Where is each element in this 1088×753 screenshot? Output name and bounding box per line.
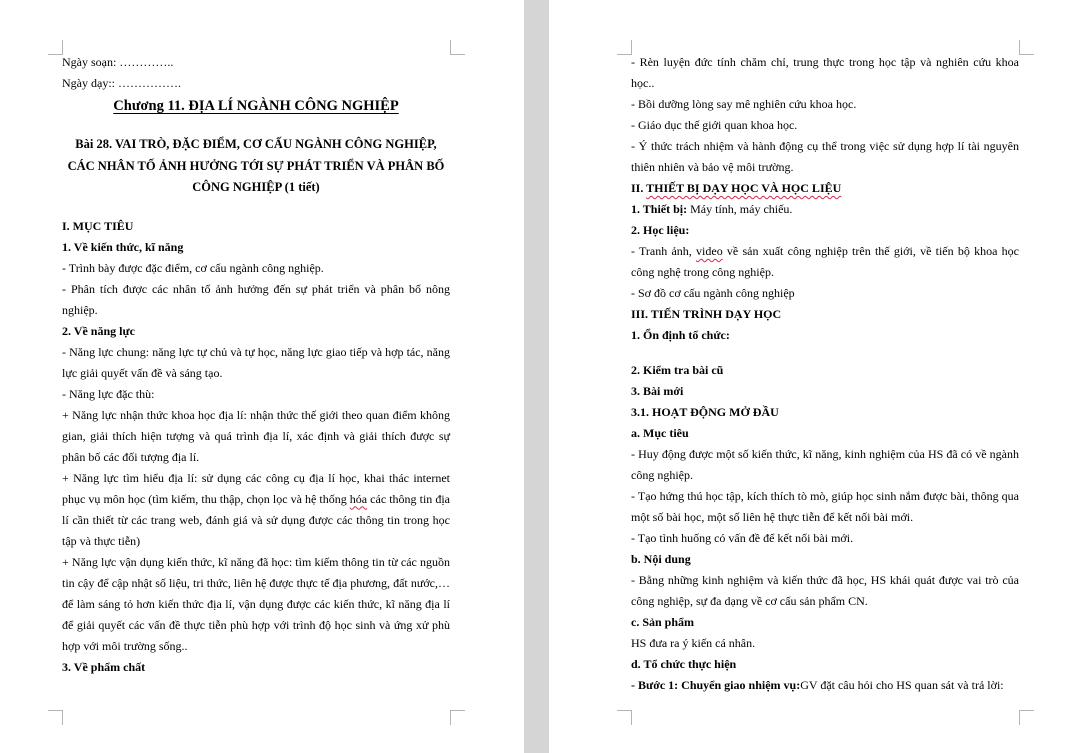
document-page-right — [549, 0, 1088, 753]
paragraph: + Năng lực vận dụng kiến thức, kĩ năng đã học: tìm kiếm thông tin từ các nguồn tin cậy để cập nhật số liệu, tri thức, liên hệ được thực tế địa phương, đất nước,… để làm sáng tỏ hơn kiến thức địa lí, vận dụng được các kiến thức, kĩ năng địa lí để giải quyết các vấn đề thực tiễn phù hợp với trình độ học sinh và ứng xử phù hợp với môi trường sống.. — [62, 554, 450, 653]
text-run: về sản xuất công nghiệp trên thế giới, về tiến bộ khoa học công nghệ trong công nghiệp. — [631, 244, 1019, 279]
crop-mark — [450, 40, 465, 55]
label: 1. Thiết bị: — [631, 202, 688, 216]
crop-mark — [48, 710, 63, 725]
blank-space — [631, 346, 1019, 360]
crop-mark — [617, 710, 632, 725]
paragraph: HS đưa ra ý kiến cá nhân. — [631, 636, 756, 650]
text-run: + Năng lực tìm hiểu địa lí: sử dụng các công cụ địa lí học, khai thác internet phục vụ môn học (tìm kiếm, thu thập, chọn lọc và hệ thống — [62, 470, 450, 506]
paragraph: - Năng lực chung: năng lực tự chủ và tự học, năng lực giao tiếp và hợp tác, năng lực giải quyết vấn đề và sáng tạo. — [62, 344, 450, 380]
text-run: Máy tính, máy chiếu. — [687, 202, 793, 216]
paragraph — [62, 468, 450, 552]
paragraph: - Bồi dưỡng lòng say mê nghiên cứu khoa học. — [631, 97, 857, 111]
paragraph: - Rèn luyện đức tính chăm chỉ, trung thực trong học tập và nghiên cứu khoa học.. — [631, 55, 1019, 90]
section-heading — [631, 178, 1019, 199]
section-heading: I. MỤC TIÊU — [62, 218, 134, 233]
paragraph: - Phân tích được các nhân tố ảnh hưởng đến sự phát triển và phân bố nông nghiệp. — [62, 281, 450, 317]
text-run: các thông tin địa lí cần thiết từ các trang web, đánh giá và sử dụng được các thông tin trong học tập và thực tiễn) — [62, 491, 451, 548]
crop-mark — [1019, 40, 1034, 55]
paragraph: - Trình bày được đặc điểm, cơ cấu ngành công nghiệp. — [62, 260, 324, 275]
crop-mark — [48, 40, 63, 55]
paragraph — [631, 675, 1019, 696]
subheading: 2. Học liệu: — [631, 223, 690, 237]
date-taught: Ngày dạy:: ……………. — [62, 76, 181, 90]
subheading: 2. Về năng lực — [62, 323, 135, 338]
subheading: b. Nội dung — [631, 552, 691, 566]
paragraph: - Tạo tình huống có vấn đề để kết nối bài mới. — [631, 531, 854, 545]
paragraph — [631, 241, 1019, 283]
page-content[interactable] — [62, 52, 450, 678]
date-prepared: Ngày soạn: ………….. — [62, 55, 174, 69]
text-run: GV đặt câu hỏi cho HS quan sát và trả lời: — [800, 678, 1004, 692]
paragraph: + Năng lực nhận thức khoa học địa lí: nhận thức thế giới theo quan điểm không gian, giải thích hiện tượng và quá trình địa lí, xác định và giải thích được sự phân bố các đối tượng địa lí. — [62, 407, 450, 464]
paragraph: - Bằng những kinh nghiệm và kiến thức đã học, HS khái quát được vai trò của công nghiệp, sự đa dạng về cơ cấu sản phẩm CN. — [631, 573, 1019, 608]
crop-mark — [1019, 710, 1034, 725]
section-heading: III. TIẾN TRÌNH DẠY HỌC — [631, 307, 782, 321]
label: - Bước 1: Chuyển giao nhiệm vụ: — [631, 678, 801, 692]
subheading: 1. Về kiến thức, kĩ năng — [62, 239, 184, 254]
crop-mark — [450, 710, 465, 725]
paragraph: - Huy động được một số kiến thức, kĩ năng, kinh nghiệm của HS đã có về ngành công nghiệp. — [631, 447, 1019, 482]
document-page-left — [0, 0, 524, 753]
spellcheck-word: video — [696, 244, 723, 258]
text-run: II. — [631, 181, 647, 195]
paragraph: - Giáo dục thế giới quan khoa học. — [631, 118, 798, 132]
paragraph: - Tạo hứng thú học tập, kích thích tò mò, giúp học sinh nắm được bài, thông qua một số bài học, một số liên hệ thực tiễn để kết nối bài mới. — [631, 489, 1019, 524]
subheading: a. Mục tiêu — [631, 426, 689, 440]
paragraph: - Năng lực đặc thù: — [62, 386, 155, 401]
subheading: d. Tổ chức thực hiện — [631, 657, 737, 671]
paragraph: - Ý thức trách nhiệm và hành động cụ thể trong việc sử dụng hợp lí tài nguyên thiên nhiên và bảo vệ môi trường. — [631, 139, 1019, 174]
subheading: 3. Bài mới — [631, 384, 684, 398]
lesson-title: Bài 28. VAI TRÒ, ĐẶC ĐIỂM, CƠ CẤU NGÀNH CÔNG NGHIỆP, CÁC NHÂN TỐ ẢNH HƯỞNG TỚI SỰ PHÁT TRIỂN VÀ PHÂN BỐ CÔNG NGHIỆP (1 tiết) — [67, 137, 445, 194]
paragraph — [631, 199, 1019, 220]
chapter-title: Chương 11. ĐỊA LÍ NGÀNH CÔNG NGHIỆP — [113, 98, 399, 114]
section-heading: 3.1. HOẠT ĐỘNG MỞ ĐẦU — [631, 405, 779, 419]
page-content[interactable] — [631, 52, 1019, 696]
subheading: 2. Kiểm tra bài cũ — [631, 363, 724, 377]
subheading: c. Sản phẩm — [631, 615, 695, 629]
spellcheck-word: THIẾT BỊ DẠY HỌC VÀ HỌC LIỆU — [646, 181, 842, 195]
spellcheck-word: hóa — [349, 491, 368, 506]
crop-mark — [617, 40, 632, 55]
subheading: 1. Ổn định tổ chức: — [631, 328, 730, 342]
subheading: 3. Về phẩm chất — [62, 659, 146, 674]
text-run: - Tranh ảnh, — [631, 244, 697, 258]
paragraph: - Sơ đồ cơ cấu ngành công nghiệp — [631, 286, 795, 300]
